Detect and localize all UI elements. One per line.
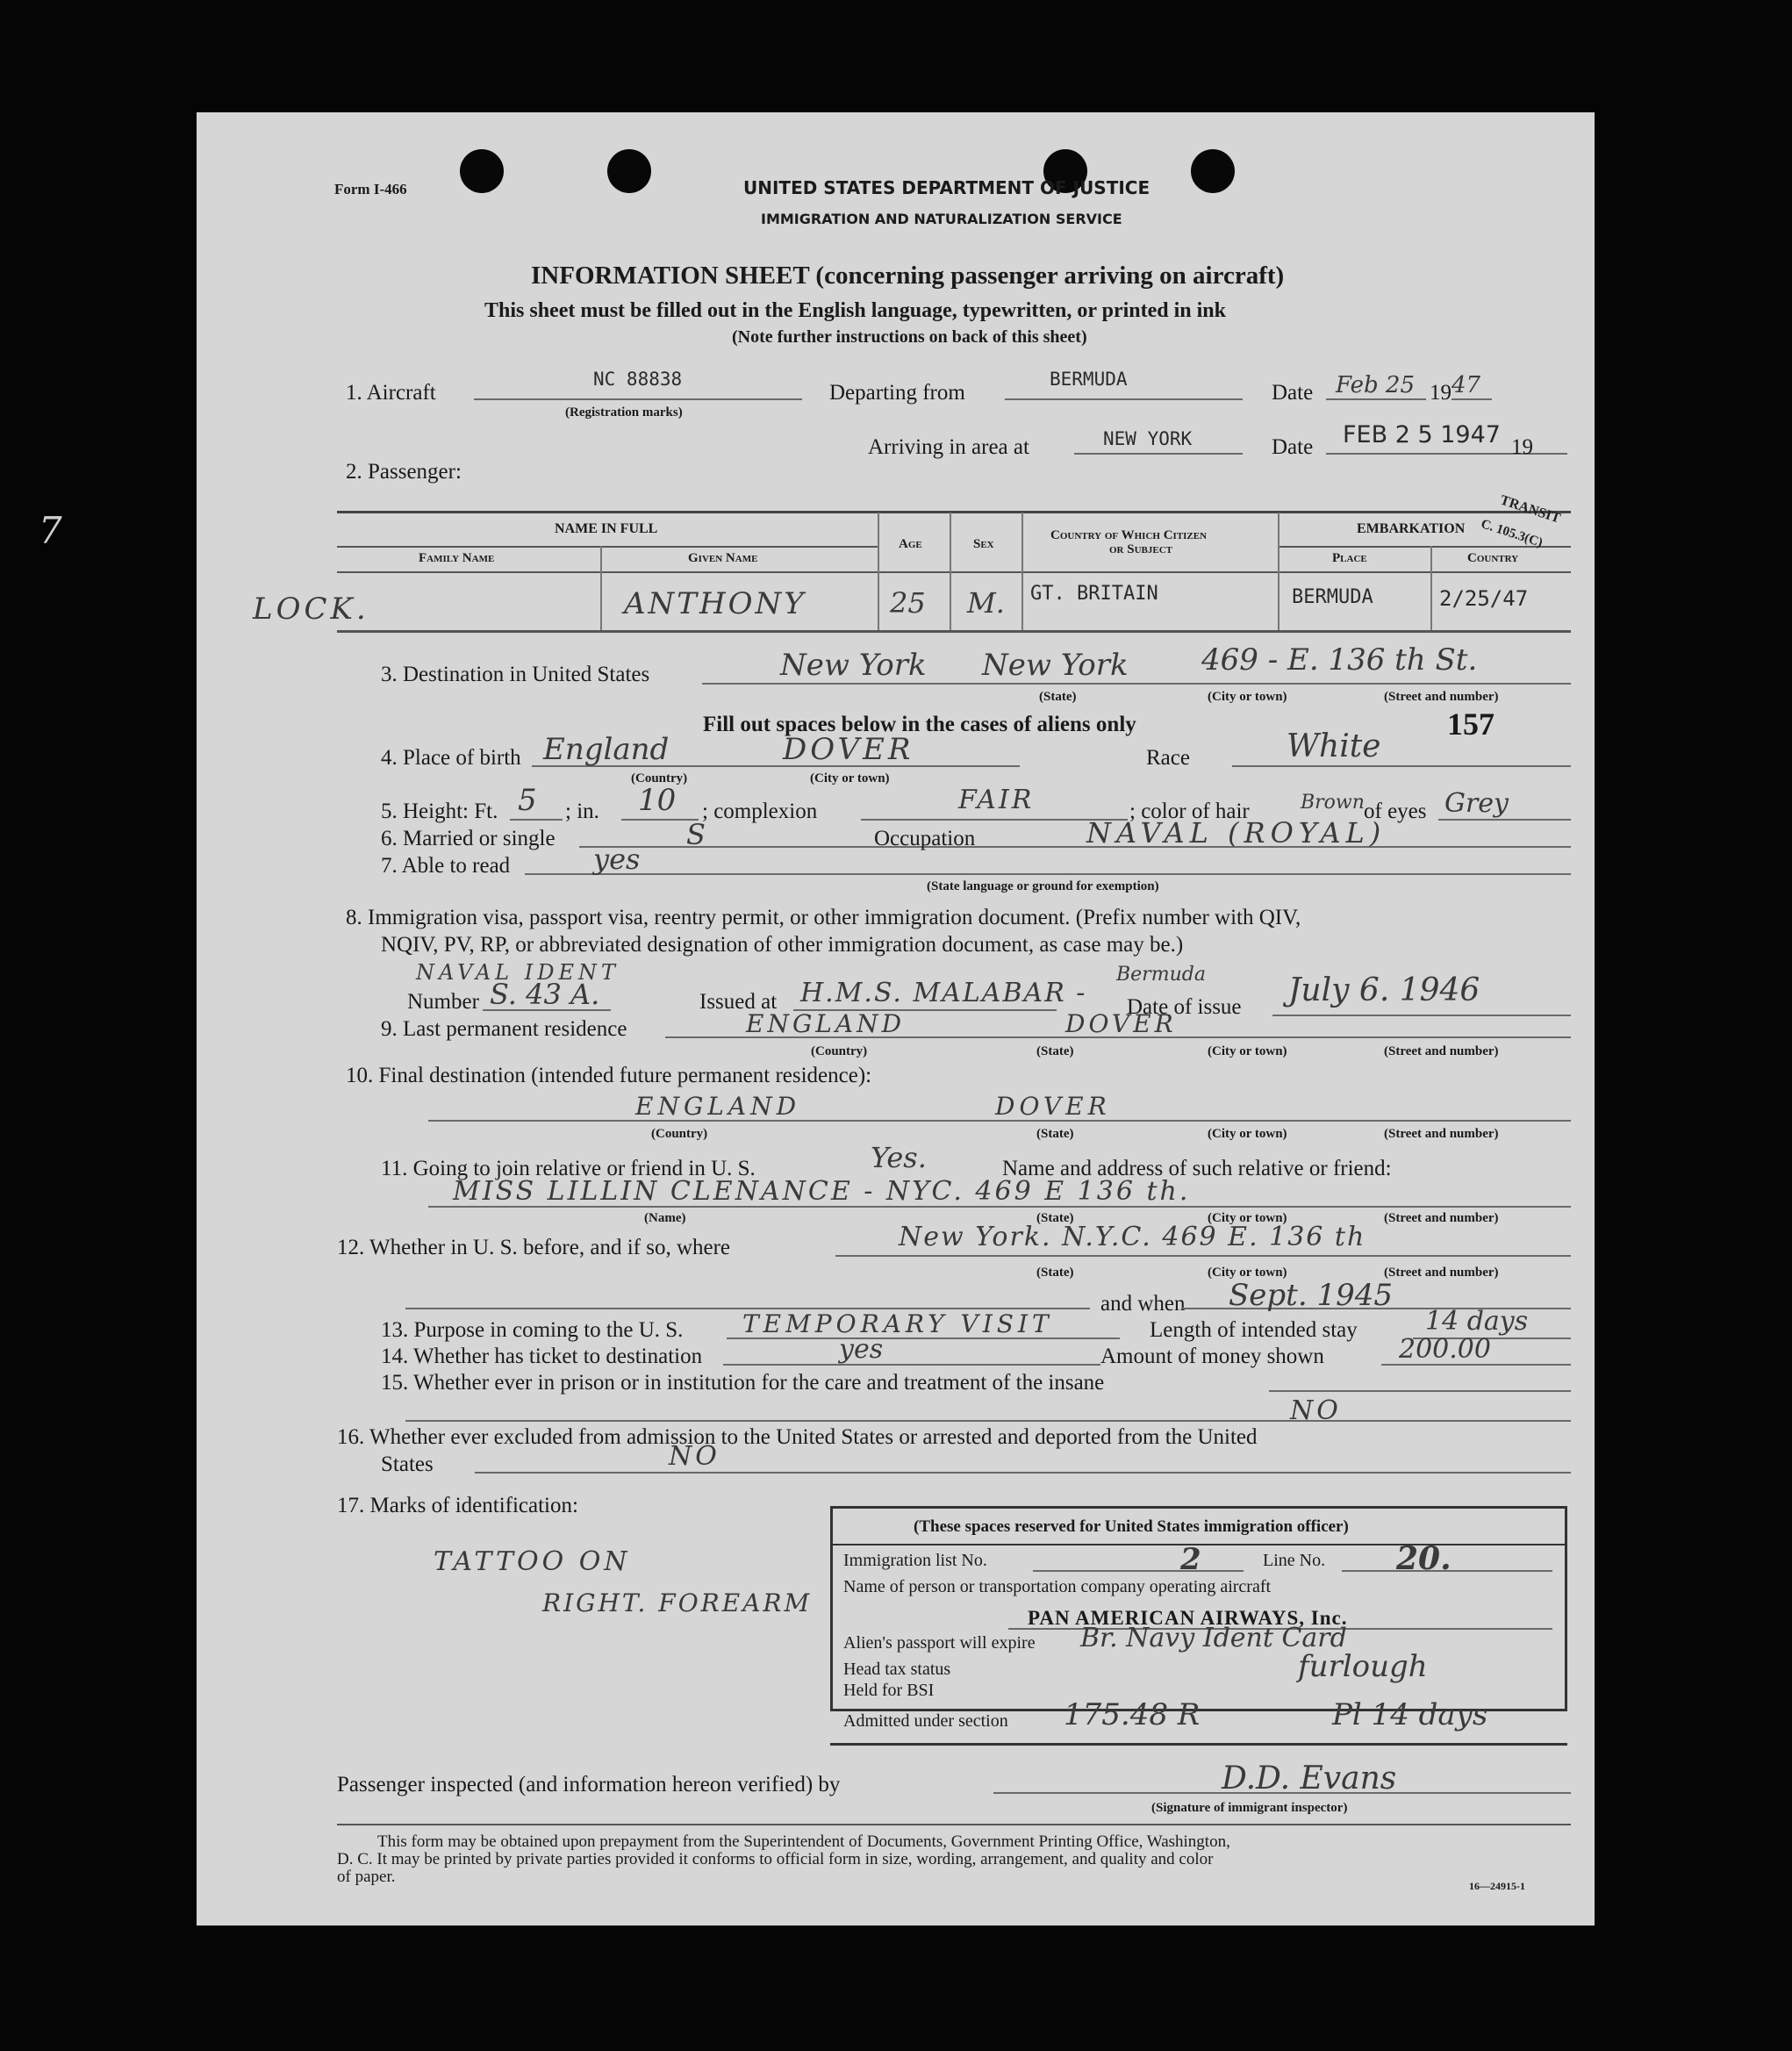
arrive-year-suffix: 19 <box>1511 435 1533 459</box>
form-id: Form I-466 <box>334 181 407 197</box>
identification-line-1: TATTOO ON <box>434 1546 631 1577</box>
department-heading: UNITED STATES DEPARTMENT OF JUSTICE <box>743 177 1150 198</box>
relative-name-value: MISS LILLIN CLENANCE - NYC. 469 E 136 th. <box>453 1176 1191 1207</box>
prison-value: NO <box>1290 1395 1342 1426</box>
when-label: and when <box>1100 1292 1186 1316</box>
join-relative-label: 11. Going to join relative or friend in U. S. <box>381 1157 756 1180</box>
departing-value: BERMUDA <box>1050 369 1128 390</box>
purpose-value: TEMPORARY VISIT <box>742 1309 1053 1338</box>
form-note: (Note further instructions on back of this sheet) <box>732 327 1087 347</box>
destination-city: New York <box>982 648 1129 683</box>
married-value: S <box>686 818 706 851</box>
residence-city-caption: (City or town) <box>1208 1044 1287 1058</box>
when-value: Sept. 1945 <box>1229 1278 1393 1313</box>
destination-label: 3. Destination in United States <box>381 663 650 686</box>
residence-country: ENGLAND <box>746 1009 906 1038</box>
arrive-date-stamp: FEB 2 5 1947 <box>1343 421 1501 448</box>
final-country-caption: (Country) <box>651 1127 708 1141</box>
excluded-value: NO <box>669 1441 720 1472</box>
head-tax-label: Head tax status <box>843 1660 951 1679</box>
relative-street-caption: (Street and number) <box>1384 1211 1499 1225</box>
margin-mark-top: 7 <box>39 509 62 552</box>
arrive-date-label: Date <box>1272 435 1314 459</box>
company-stamp: PAN AMERICAN AIRWAYS, Inc. <box>1028 1607 1348 1629</box>
prison-label: 15. Whether ever in prison or in institution for the care and treatment of the insane <box>381 1371 1105 1395</box>
ticket-label: 14. Whether has ticket to destination <box>381 1345 703 1368</box>
document-number: S. 43 A. <box>490 978 600 1011</box>
excluded-line-2: States <box>381 1452 434 1476</box>
depart-date-month: Feb 25 <box>1336 372 1415 398</box>
country-header: Country <box>1467 551 1519 565</box>
destination-city-caption: (City or town) <box>1208 690 1287 704</box>
sex-header: Sex <box>973 537 994 551</box>
inspector-caption: (Signature of immigrant inspector) <box>1151 1801 1348 1815</box>
age-header: Age <box>899 537 922 551</box>
head-tax-value: furlough <box>1298 1649 1428 1684</box>
arriving-value: NEW YORK <box>1103 428 1193 449</box>
depart-date-year-prefix: 19 <box>1430 381 1452 405</box>
height-ft-value: 5 <box>518 783 537 818</box>
read-caption: (State language or ground for exemption) <box>927 879 1159 893</box>
admitted-section-value: 175.48 R <box>1064 1697 1201 1732</box>
given-name-header: Given Name <box>688 551 758 565</box>
aircraft-label: 1. Aircraft <box>346 381 436 405</box>
purpose-label: 13. Purpose in coming to the U. S. <box>381 1318 684 1342</box>
family-name-header: Family Name <box>419 551 495 565</box>
issued-at-value: H.M.S. MALABAR - <box>800 978 1087 1008</box>
footer-line-1: This form may be obtained upon prepayment from the Superintendent of Documents, Government Printing Office, Washington, <box>377 1832 1230 1851</box>
sex-value: M. <box>967 586 1005 620</box>
punch-hole <box>1191 149 1235 193</box>
residence-label: 9. Last permanent residence <box>381 1017 627 1041</box>
admitted-section-label: Admitted under section <box>843 1711 1008 1731</box>
complexion-label: ; complexion <box>702 800 818 823</box>
bsi-label: Held for BSI <box>843 1681 935 1700</box>
embark-date-value: 2/25/47 <box>1439 586 1529 611</box>
stay-value: 14 days <box>1425 1306 1529 1337</box>
document-line-1: 8. Immigration visa, passport visa, reentry permit, or other immigration document. (Prefix number with QIV, <box>346 906 1301 929</box>
residence-country-caption: (Country) <box>811 1044 868 1058</box>
before-city-caption: (City or town) <box>1208 1266 1287 1280</box>
officer-box <box>830 1506 1567 1711</box>
footer-line-2: D. C. It may be printed by private parties provided it conforms to official form in size, wording, arrangement, and quality and color <box>337 1850 1214 1868</box>
money-label: Amount of money shown <box>1100 1345 1324 1368</box>
identification-line-2: RIGHT. FOREARM <box>542 1588 813 1617</box>
final-street-caption: (Street and number) <box>1384 1127 1499 1141</box>
eyes-label: of eyes <box>1364 800 1427 823</box>
form-instruction: This sheet must be filled out in the English language, typewritten, or printed in ink <box>484 299 1226 322</box>
race-label: Race <box>1146 746 1190 770</box>
stay-label: Length of intended stay <box>1150 1318 1358 1342</box>
country-citizen-header-2: or Subject <box>1109 542 1172 556</box>
document-line-2: NQIV, PV, RP, or abbreviated designation of other immigration document, as case may be.) <box>381 933 1184 957</box>
destination-state-caption: (State) <box>1039 690 1077 704</box>
destination-state: New York <box>780 648 927 683</box>
issued-at-label: Issued at <box>699 990 778 1014</box>
height-in-value: 10 <box>638 783 677 818</box>
company-label: Name of person or transportation company operating aircraft <box>843 1577 1272 1596</box>
relative-state-caption: (State) <box>1036 1211 1074 1225</box>
service-heading: IMMIGRATION AND NATURALIZATION SERVICE <box>761 211 1122 227</box>
footer-code: 16—24915-1 <box>1469 1880 1525 1892</box>
before-in-us-label: 12. Whether in U. S. before, and if so, where <box>337 1236 731 1259</box>
document-type: NAVAL IDENT <box>416 960 620 985</box>
serial-number: 157 <box>1447 706 1495 742</box>
hair-label: ; color of hair <box>1129 800 1250 823</box>
transit-stamp: TRANSIT <box>1498 492 1563 527</box>
name-in-full-header: NAME IN FULL <box>555 521 658 536</box>
inspected-label: Passenger inspected (and information hereon verified) by <box>337 1773 841 1796</box>
aircraft-caption: (Registration marks) <box>565 405 683 420</box>
document-number-label: Number <box>407 990 479 1014</box>
issue-date-value: July 6. 1946 <box>1288 972 1480 1008</box>
footer-line-3: of paper. <box>337 1868 396 1886</box>
height-in-label: ; in. <box>565 800 599 823</box>
embark-place-value: BERMUDA <box>1292 586 1373 608</box>
age-value: 25 <box>890 586 926 620</box>
issued-place: Bermuda <box>1116 964 1206 986</box>
occupation-label: Occupation <box>874 827 976 850</box>
transit-stamp-section: C. 105.3(C) <box>1479 517 1545 550</box>
ticket-value: yes <box>839 1334 884 1365</box>
punch-hole <box>607 149 651 193</box>
birth-country: England <box>543 732 670 767</box>
birth-city: DOVER <box>783 732 914 767</box>
inspector-signature: D.D. Evans <box>1222 1761 1397 1796</box>
final-destination-state: DOVER <box>995 1092 1111 1121</box>
race-value: White <box>1287 728 1381 764</box>
destination-street-caption: (Street and number) <box>1384 690 1499 704</box>
passport-expire-value: Br. Navy Ident Card <box>1080 1623 1347 1653</box>
family-name-value: LOCK. <box>253 592 369 627</box>
occupation-value: NAVAL (ROYAL) <box>1086 816 1387 850</box>
relative-city-caption: (City or town) <box>1208 1211 1287 1225</box>
form-sheet <box>197 112 1595 1926</box>
aliens-heading: Fill out spaces below in the cases of aliens only <box>703 713 1136 736</box>
birth-city-caption: (City or town) <box>810 771 890 785</box>
depart-date-year: 47 <box>1452 372 1481 398</box>
place-header: Place <box>1332 551 1367 565</box>
join-relative-value: Yes. <box>871 1141 927 1174</box>
complexion-value: FAIR <box>958 785 1035 815</box>
list-no-value: 2 <box>1180 1542 1201 1577</box>
depart-date-label: Date <box>1272 381 1314 405</box>
identification-label: 17. Marks of identification: <box>337 1494 578 1517</box>
hair-value: Brown <box>1301 792 1365 814</box>
residence-street-caption: (Street and number) <box>1384 1044 1499 1058</box>
given-name-value: ANTHONY <box>624 586 806 621</box>
passenger-label: 2. Passenger: <box>346 460 462 484</box>
read-value: yes <box>593 843 641 876</box>
arriving-label: Arriving in area at <box>868 435 1029 459</box>
line-no-value: 20. <box>1396 1540 1452 1577</box>
punch-hole <box>460 149 504 193</box>
birth-label: 4. Place of birth <box>381 746 521 770</box>
final-state-caption: (State) <box>1036 1127 1074 1141</box>
before-in-us-value: New York. N.Y.C. 469 E. 136 th <box>899 1222 1366 1252</box>
list-no-label: Immigration list No. <box>843 1551 987 1570</box>
citizen-value: GT. BRITAIN <box>1030 583 1158 605</box>
destination-street: 469 - E. 136 th St. <box>1201 642 1478 678</box>
departing-label: Departing from <box>829 381 965 405</box>
passport-expire-label: Alien's passport will expire <box>843 1633 1036 1653</box>
residence-state-caption: (State) <box>1036 1044 1074 1058</box>
line-no-label: Line No. <box>1263 1551 1326 1570</box>
issue-date-label: Date of issue <box>1127 995 1242 1019</box>
country-citizen-header: Country of Which Citizen <box>1050 528 1208 542</box>
married-label: 6. Married or single <box>381 827 556 850</box>
final-destination-label: 10. Final destination (intended future permanent residence): <box>346 1064 872 1087</box>
money-value: 200.00 <box>1399 1334 1491 1365</box>
final-city-caption: (City or town) <box>1208 1127 1287 1141</box>
relative-name-caption: (Name) <box>644 1211 686 1225</box>
officer-box-heading: (These spaces reserved for United States immigration officer) <box>914 1517 1349 1536</box>
final-destination-country: ENGLAND <box>635 1092 801 1121</box>
residence-state: DOVER <box>1065 1009 1177 1038</box>
embarkation-header: EMBARKATION <box>1357 521 1466 536</box>
birth-country-caption: (Country) <box>631 771 688 785</box>
height-ft-label: 5. Height: Ft. <box>381 800 498 823</box>
admitted-section-note: Pl 14 days <box>1332 1697 1488 1732</box>
aircraft-value: NC 88838 <box>593 369 683 390</box>
before-street-caption: (Street and number) <box>1384 1266 1499 1280</box>
read-label: 7. Able to read <box>381 854 511 878</box>
form-title: INFORMATION SHEET (concerning passenger arriving on aircraft) <box>531 262 1285 290</box>
eyes-value: Grey <box>1444 788 1509 819</box>
before-state-caption: (State) <box>1036 1266 1074 1280</box>
relative-name-label: Name and address of such relative or friend: <box>1002 1157 1392 1180</box>
excluded-line-1: 16. Whether ever excluded from admission to the United States or arrested and deported from the United <box>337 1425 1258 1449</box>
